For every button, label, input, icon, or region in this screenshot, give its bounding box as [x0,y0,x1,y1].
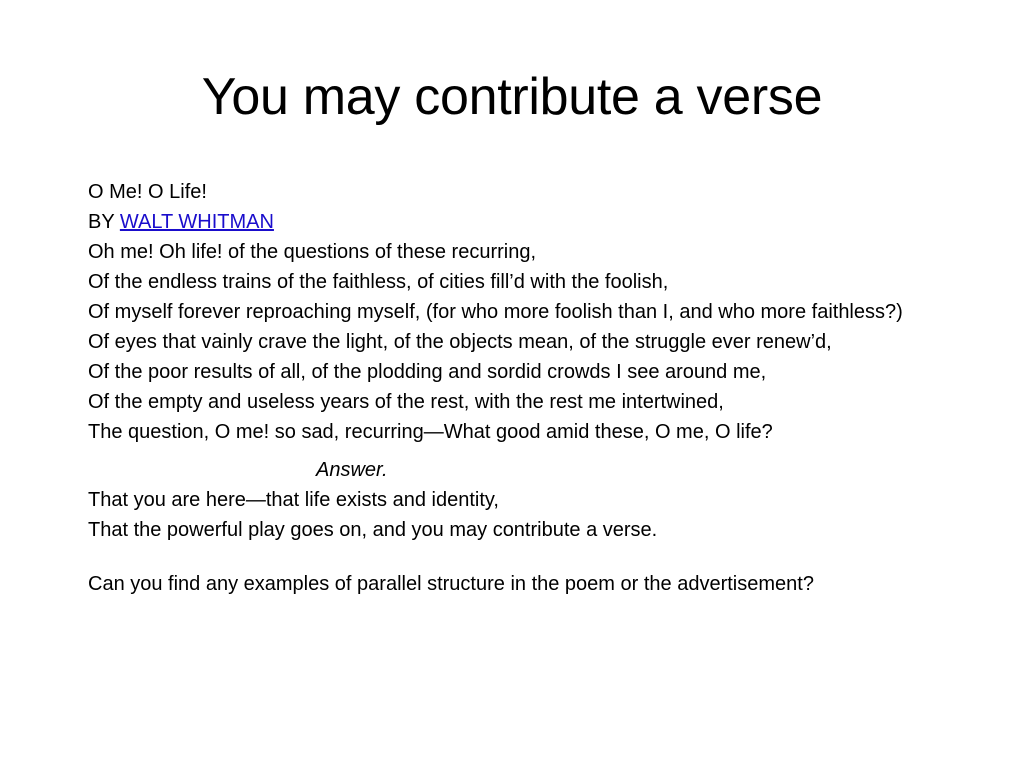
byline [88,210,958,234]
poem-line: Of eyes that vainly crave the light, of the objects mean, of the struggle ever renew’d, [88,331,832,353]
poem-line: Of myself forever reproaching myself, (for who more foolish than I, and who more faithless?) [88,301,903,323]
poem-line: Oh me! Oh life! of the questions of these recurring, [88,241,537,263]
answer-label: Answer. [316,459,388,481]
answer-line: That the powerful play goes on, and you may contribute a verse. [88,519,658,541]
spacer [88,548,958,572]
author-link[interactable]: WALT WHITMAN [119,211,274,233]
poem-line: Of the poor results of all, of the plodding and sordid crowds I see around me, [88,361,767,383]
discussion-question: Can you find any examples of parallel structure in the poem or the advertisement? [88,573,814,595]
answer-line: That you are here—that life exists and identity, [88,489,499,511]
slide-title: You may contribute a verse [201,68,823,126]
poem-line: The question, O me! so sad, recurring—What good amid these, O me, O life? [88,421,773,443]
spacer [88,450,958,458]
byline-prefix: BY [88,211,120,233]
poem-title: O Me! O Life! [88,181,207,203]
slide-body [88,180,958,602]
poem-line: Of the endless trains of the faithless, of cities fill’d with the foolish, [88,271,669,293]
poem-line: Of the empty and useless years of the rest, with the rest me intertwined, [88,391,724,413]
